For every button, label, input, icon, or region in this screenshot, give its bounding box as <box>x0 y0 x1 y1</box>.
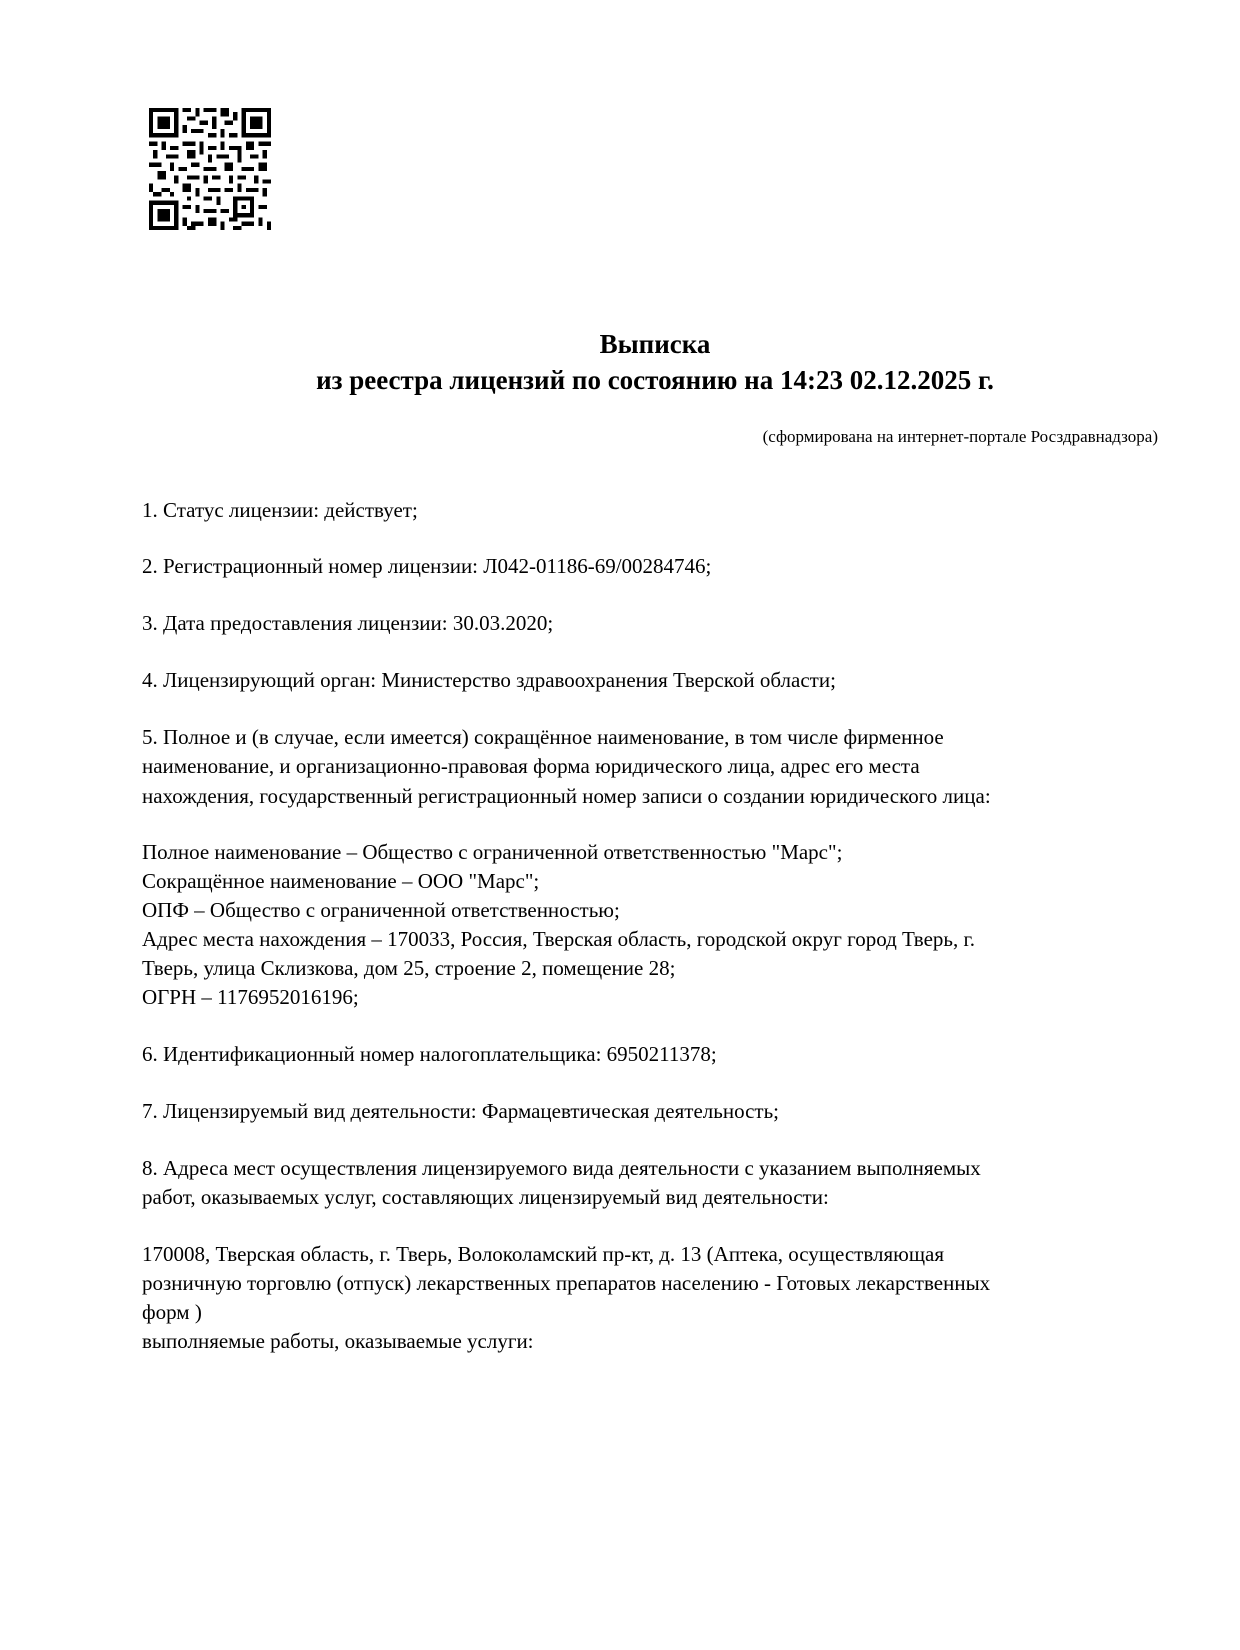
legal-form: ОПФ – Общество с ограниченной ответственностью; <box>142 898 620 922</box>
full-name: Полное наименование – Общество с ограниченной ответственностью "Марс"; <box>142 840 843 864</box>
license-number: 2. Регистрационный номер лицензии: Л042-01186-69/00284746; <box>142 554 712 578</box>
location-line-3: форм ) <box>142 1300 202 1324</box>
address-line-1: Адрес места нахождения – 170033, Россия, Тверская область, городской округ город Тверь, г. <box>142 927 975 951</box>
item5-line-1: 5. Полное и (в случае, если имеется) сокращённое наименование, в том числе фирменное <box>142 725 944 749</box>
item5-line-2: наименование, и организационно-правовая форма юридического лица, адрес его места <box>142 754 920 778</box>
address-line-2: Тверь, улица Склизкова, дом 25, строение 2, помещение 28; <box>142 956 676 980</box>
qr-code-icon <box>149 108 271 230</box>
short-name: Сокращённое наименование – ООО "Марс"; <box>142 869 540 893</box>
item8-line-2: работ, оказываемых услуг, составляющих лицензируемый вид деятельности: <box>142 1185 829 1209</box>
location-line-2: розничную торговлю (отпуск) лекарственных препаратов населению - Готовых лекарственных <box>142 1271 991 1295</box>
location-line-1: 170008, Тверская область, г. Тверь, Волоколамский пр-кт, д. 13 (Аптека, осуществляющая <box>142 1242 944 1266</box>
document-title: Выписка <box>599 329 711 359</box>
ogrn: ОГРН – 1176952016196; <box>142 985 359 1009</box>
activity-type: 7. Лицензируемый вид деятельности: Фармацевтическая деятельность; <box>142 1099 780 1123</box>
inn: 6. Идентификационный номер налогоплательщика: 6950211378; <box>142 1042 717 1066</box>
services-label: выполняемые работы, оказываемые услуги: <box>142 1329 534 1353</box>
item8-line-1: 8. Адреса мест осуществления лицензируемого вида деятельности с указанием выполняемых <box>142 1156 981 1180</box>
license-status: 1. Статус лицензии: действует; <box>142 498 418 522</box>
generated-note: (сформирована на интернет-портале Росздравнадзора) <box>762 427 1158 446</box>
license-date: 3. Дата предоставления лицензии: 30.03.2020; <box>142 611 554 635</box>
document-subtitle: из реестра лицензий по состоянию на 14:23 02.12.2025 г. <box>316 365 994 395</box>
item5-line-3: нахождения, государственный регистрационный номер записи о создании юридического лица: <box>142 784 991 808</box>
licensing-authority: 4. Лицензирующий орган: Министерство здравоохранения Тверской области; <box>142 668 836 692</box>
